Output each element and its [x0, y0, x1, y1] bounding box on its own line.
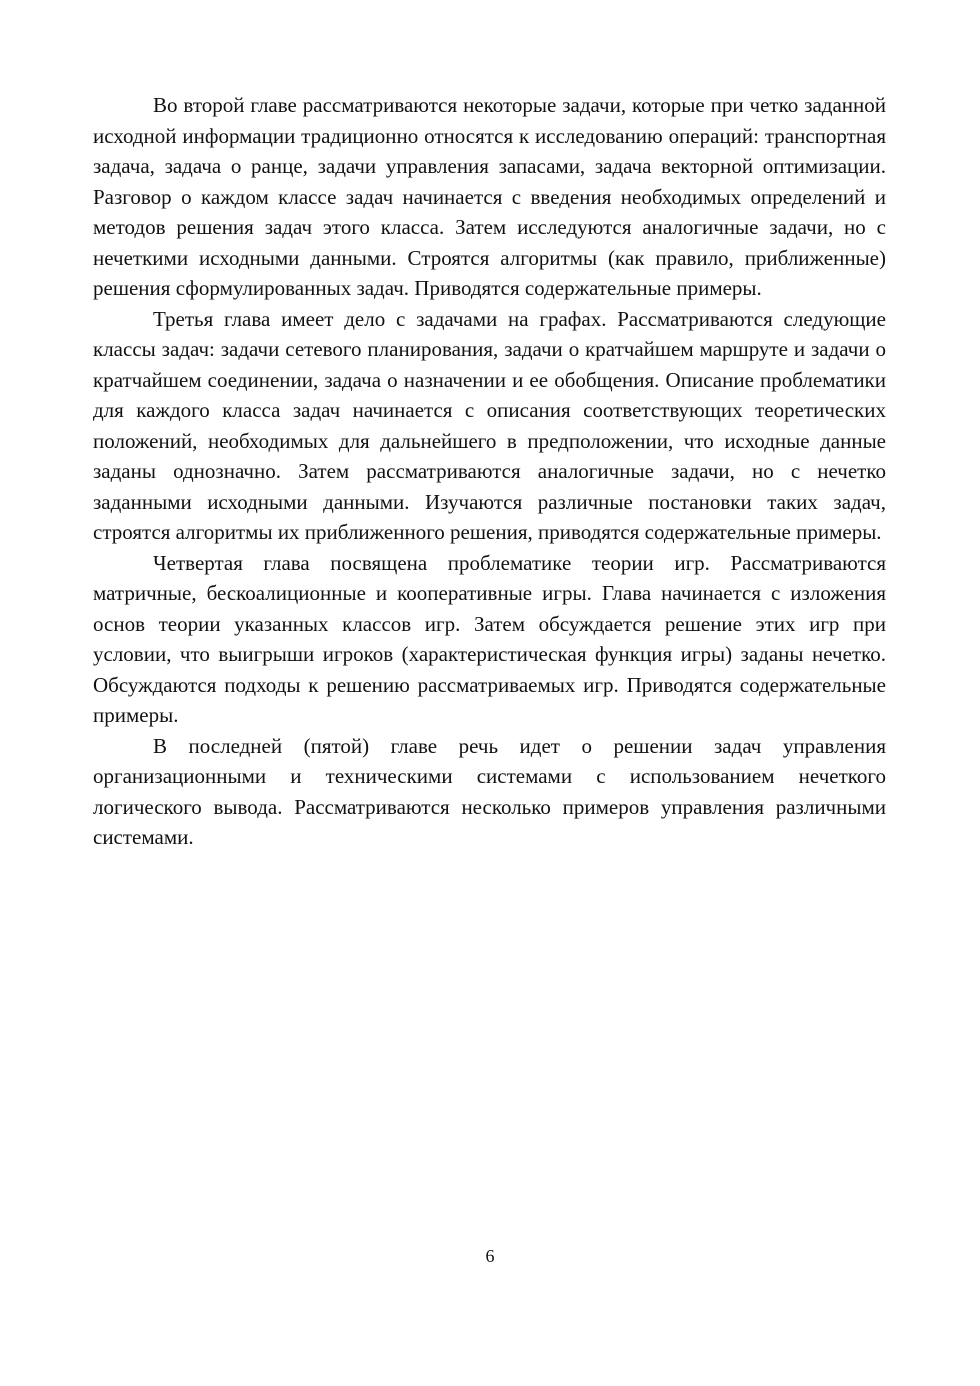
- page-number: 6: [485, 1246, 495, 1266]
- paragraph-chapter-4: Четвертая глава посвящена проблематике теории игр. Рассматриваются матричные, бескоалиционные и кооперативные игры. Глава начинается с изложения основ теории указанных классов игр. Затем обсуждается решение этих игр при условии, что выигрыши игроков (характеристическая функция игры) заданы нечетко. Обсуждаются подходы к решению рассматриваемых игр. Приводятся содержательные примеры.: [93, 550, 886, 727]
- body-text: [93, 90, 886, 853]
- paragraph-chapter-2: Во второй главе рассматриваются некоторые задачи, которые при четко заданной исходной информации традиционно относятся к исследованию операций: транспортная задача, задача о ранце, задачи управления запасами, задача векторной оптимизации. Разговор о каждом классе задач начинается с введения необходимых определений и методов решения задач этого класса. Затем исследуются аналогичные задачи, но с нечеткими исходными данными. Строятся алгоритмы (как правило, приближенные) решения сформулированных задач. Приводятся содержательные примеры.: [93, 93, 886, 300]
- paragraph-chapter-5: В последней (пятой) главе речь идет о решении задач управления организационными и техническими системами с использованием нечеткого логического вывода. Рассматриваются несколько примеров управления различными системами.: [93, 733, 886, 849]
- paragraph-chapter-3: Третья глава имеет дело с задачами на графах. Рассматриваются следующие классы задач: задачи сетевого планирования, задачи о кратчайшем маршруте и задачи о кратчайшем соединении, задача о назначении и ее обобщения. Описание проблематики для каждого класса задач начинается с описания соответствующих теоретических положений, необходимых для дальнейшего в предположении, что исходные данные заданы однозначно. Затем рассматриваются аналогичные задачи, но с нечетко заданными исходными данными. Изучаются различные постановки таких задач, строятся алгоритмы их приближенного решения, приводятся содержательные примеры.: [93, 306, 886, 544]
